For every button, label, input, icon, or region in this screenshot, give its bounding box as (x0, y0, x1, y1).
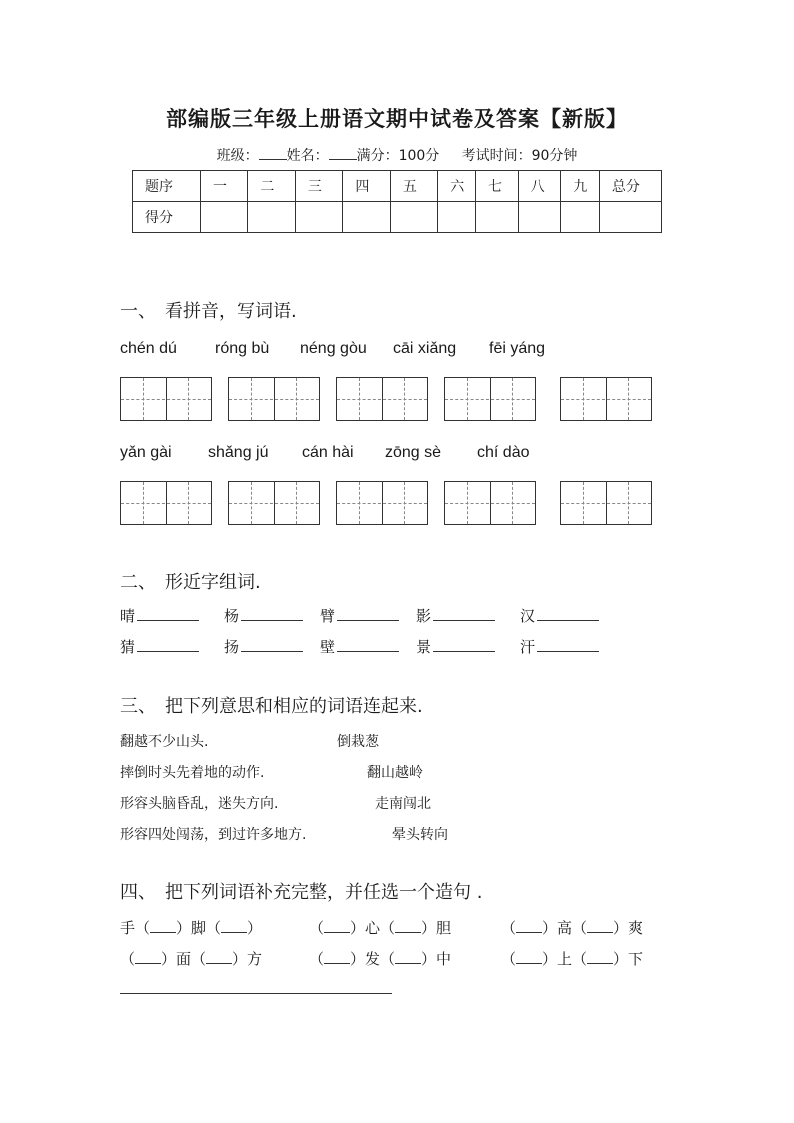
idiom-text: （ (309, 950, 325, 968)
writing-grid[interactable] (120, 377, 212, 421)
exam-time: 考试时间：90分钟 (461, 148, 578, 164)
idiom-blank[interactable] (516, 949, 542, 964)
score-cell[interactable] (599, 202, 661, 233)
word-item (520, 605, 599, 626)
word-item (120, 636, 199, 657)
idiom-text: （ (501, 950, 517, 968)
char: 臂 (320, 607, 336, 625)
class-label: 班级： (216, 148, 259, 164)
score-header-cell: 二 (248, 171, 295, 202)
score-header-cell: 题序 (133, 171, 201, 202)
answer-blank[interactable] (337, 605, 399, 621)
page-title: 部编版三年级上册语文期中试卷及答案【新版】 (166, 107, 628, 131)
writing-grid[interactable] (228, 377, 320, 421)
idiom-item (501, 917, 643, 938)
score-header-cell: 四 (343, 171, 390, 202)
score-cell[interactable] (438, 202, 476, 233)
name-blank[interactable] (329, 145, 357, 160)
idiom-blank[interactable] (324, 918, 350, 933)
word-option[interactable]: 翻山越岭 (367, 765, 423, 781)
pinyin-label: fēi yáng (489, 340, 546, 357)
pinyin-label: chí dào (477, 444, 530, 461)
idiom-blank[interactable] (587, 918, 613, 933)
idiom-blank[interactable] (516, 918, 542, 933)
answer-blank[interactable] (433, 605, 495, 621)
score-table-row (133, 202, 662, 233)
idiom-blank[interactable] (135, 949, 161, 964)
score-header-cell: 总分 (599, 171, 661, 202)
word-item (320, 605, 399, 626)
section2-heading: 二、 形近字组词. (120, 572, 261, 593)
score-table (132, 170, 662, 233)
word-item (224, 605, 303, 626)
pinyin-label: zōng sè (385, 444, 442, 461)
answer-blank[interactable] (241, 605, 303, 621)
meaning-item: 形容四处闯荡，到过许多地方. (120, 827, 307, 843)
word-item (416, 605, 495, 626)
idiom-blank[interactable] (395, 918, 421, 933)
class-blank[interactable] (259, 145, 287, 160)
idiom-text: （ (309, 919, 325, 937)
section3-heading: 三、 把下列意思和相应的词语连起来. (120, 696, 423, 717)
idiom-text: 手（ (120, 919, 151, 937)
idiom-text: （ (501, 919, 517, 937)
score-header-cell: 三 (295, 171, 342, 202)
score-header-cell: 七 (476, 171, 519, 202)
word-item (120, 605, 199, 626)
idiom-text: ）上（ (542, 950, 588, 968)
pinyin-label: cāi xiǎng (393, 340, 457, 357)
pinyin-label: néng gòu (300, 340, 367, 357)
writing-grid[interactable] (444, 377, 536, 421)
score-cell[interactable] (200, 202, 247, 233)
word-item (320, 636, 399, 657)
score-row-label: 得分 (133, 202, 201, 233)
writing-grid[interactable] (560, 377, 652, 421)
score-cell[interactable] (343, 202, 390, 233)
idiom-blank[interactable] (150, 918, 176, 933)
meaning-item: 翻越不少山头. (120, 734, 209, 750)
score-cell[interactable] (390, 202, 437, 233)
name-label: 姓名： (286, 148, 329, 164)
word-item (520, 636, 599, 657)
meaning-item: 形容头脑昏乱，迷失方向. (120, 796, 279, 812)
score-header-cell: 六 (438, 171, 476, 202)
idiom-blank[interactable] (206, 949, 232, 964)
idiom-text: ）发（ (350, 950, 396, 968)
idiom-text: ）高（ (542, 919, 588, 937)
answer-blank[interactable] (241, 636, 303, 652)
word-option[interactable]: 走南闯北 (375, 796, 431, 812)
word-option[interactable]: 倒栽葱 (337, 734, 379, 750)
char: 汉 (520, 607, 536, 625)
idiom-text: ）脚（ (176, 919, 222, 937)
idiom-item (501, 948, 643, 969)
writing-grid[interactable] (336, 377, 428, 421)
idiom-text: ）爽 (613, 919, 644, 937)
char: 影 (416, 607, 432, 625)
idiom-item (120, 917, 262, 938)
answer-blank[interactable] (537, 605, 599, 621)
char: 汗 (520, 638, 536, 656)
idiom-text: ）中 (421, 950, 452, 968)
char: 景 (416, 638, 432, 656)
idiom-text: ） (247, 919, 263, 937)
idiom-text: ）胆 (421, 919, 452, 937)
idiom-blank[interactable] (587, 949, 613, 964)
idiom-blank[interactable] (221, 918, 247, 933)
writing-grid[interactable] (560, 481, 652, 525)
pinyin-label: róng bù (215, 340, 270, 357)
writing-grid[interactable] (336, 481, 428, 525)
score-header-cell: 一 (200, 171, 247, 202)
full-score: 满分：100分 (356, 148, 440, 164)
answer-blank[interactable] (433, 636, 495, 652)
answer-blank[interactable] (137, 636, 199, 652)
score-cell[interactable] (476, 202, 519, 233)
char: 扬 (224, 638, 240, 656)
score-header-cell: 九 (561, 171, 600, 202)
answer-blank[interactable] (337, 636, 399, 652)
meaning-item: 摔倒时头先着地的动作. (120, 765, 265, 781)
idiom-blank[interactable] (324, 949, 350, 964)
pinyin-label: yǎn gài (120, 444, 172, 461)
idiom-text: ）方 (232, 950, 263, 968)
answer-blank[interactable] (537, 636, 599, 652)
score-cell[interactable] (518, 202, 561, 233)
char: 杨 (224, 607, 240, 625)
score-cell[interactable] (295, 202, 342, 233)
writing-grid[interactable] (228, 481, 320, 525)
idiom-text: ）面（ (161, 950, 207, 968)
pinyin-label: cán hài (302, 444, 354, 461)
idiom-text: ）心（ (350, 919, 396, 937)
score-header-cell: 五 (390, 171, 437, 202)
idiom-item (120, 948, 262, 969)
char: 猜 (120, 638, 136, 656)
char: 晴 (120, 607, 136, 625)
idiom-item (309, 917, 451, 938)
writing-grid[interactable] (120, 481, 212, 525)
section1-heading: 一、 看拼音，写词语. (120, 301, 297, 322)
pinyin-label: chén dú (120, 340, 177, 357)
word-item (416, 636, 495, 657)
idiom-text: （ (120, 950, 136, 968)
word-item (224, 636, 303, 657)
idiom-text: ）下 (613, 950, 644, 968)
answer-blank[interactable] (137, 605, 199, 621)
char: 壁 (320, 638, 336, 656)
idiom-blank[interactable] (395, 949, 421, 964)
score-table-header (133, 171, 662, 202)
score-cell[interactable] (248, 202, 295, 233)
pinyin-label: shǎng jú (208, 444, 269, 461)
exam-info (0, 145, 794, 165)
sentence-answer-line[interactable] (120, 993, 392, 994)
section4-heading: 四、 把下列词语补充完整，并任选一个造句 . (120, 882, 483, 903)
score-header-cell: 八 (518, 171, 561, 202)
score-cell[interactable] (561, 202, 600, 233)
writing-grid[interactable] (444, 481, 536, 525)
idiom-item (309, 948, 451, 969)
word-option[interactable]: 晕头转向 (392, 827, 448, 843)
